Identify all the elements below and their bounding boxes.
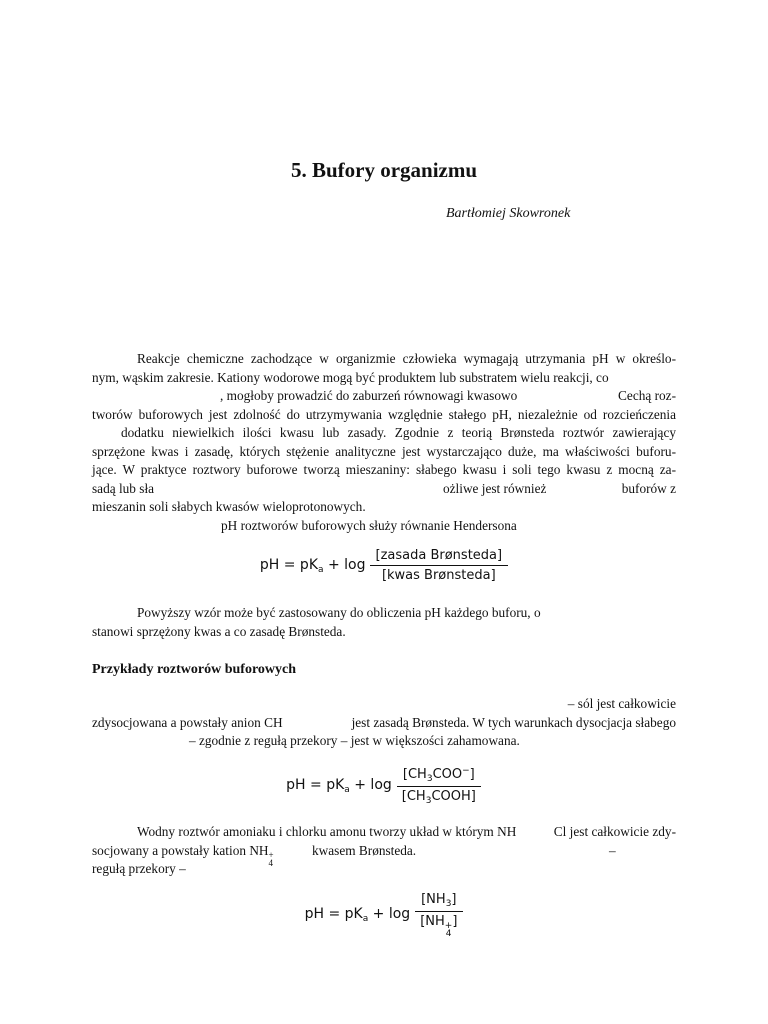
text-fragment: sadą lub sła xyxy=(92,480,155,496)
text-line xyxy=(92,842,676,868)
equation-numerator: $[NH_3]$ xyxy=(415,892,462,912)
text-line xyxy=(92,714,676,733)
equation-numerator: [zasada Brønsteda] xyxy=(370,548,509,566)
page-title: 5. Bufory organizmu xyxy=(290,158,478,182)
text-line xyxy=(92,387,676,406)
text-line: mieszanin soli słabych kwasów wieloprotonowych. xyxy=(92,499,366,514)
text-fragment: jest zasadą Brønsteda. W tych warunkach dysocjacja słabego xyxy=(351,714,676,730)
acetate-equation xyxy=(0,766,768,806)
text-fragment: , mogłoby prowadzić do zaburzeń równowagi kwasowo xyxy=(220,388,518,403)
formula-usage-paragraph xyxy=(92,604,676,641)
text-line: Powyższy wzór może być zastosowany do obliczenia pH każdego buforu, o xyxy=(137,605,541,620)
text-fragment: Wodny roztwór amoniaku i chlorku amonu tworzy układ w którym NH xyxy=(137,824,517,839)
text-line: Reakcje chemiczne zachodzące w organizmie człowieka wymagają utrzymania pH w określo- xyxy=(137,351,676,366)
equation-denominator: [kwas Brønsteda] xyxy=(381,568,496,583)
text-line: stanowi sprzężony kwas a co zasadę Brønsteda. xyxy=(92,623,346,639)
acetate-buffer-paragraph xyxy=(92,695,676,751)
text-line: – sól jest całkowicie xyxy=(567,696,676,711)
text-fragment: buforów z xyxy=(621,480,676,496)
text-line: pH roztworów buforowych służy równanie Hendersona xyxy=(221,517,517,533)
equation-lhs: pH = $pK_a + \log$ xyxy=(259,556,366,575)
intro-paragraph xyxy=(92,350,676,535)
text-line xyxy=(92,480,676,499)
text-line: regułą przekory – xyxy=(92,861,186,876)
text-line: – zgodnie z regułą przekory – jest w większości zahamowana. xyxy=(189,733,520,748)
text-fragment: zdysocjowana a powstały anion CH xyxy=(92,714,283,730)
text-fragment: socjowany a powstały kation NH + 4 xyxy=(92,842,274,868)
section-heading: Przykłady roztworów buforowych xyxy=(92,662,297,677)
equation-numerator: $[CH_3COO^-]$ xyxy=(397,766,481,787)
text-line: nym, wąskim zakresie. Kationy wodorowe mogą być produktem lub substratem wielu reakcji, co xyxy=(92,369,609,385)
ammonia-buffer-paragraph xyxy=(92,823,676,879)
equation-denominator: $[CH_3COOH]$ xyxy=(401,789,476,806)
equation-lhs: pH = $pK_a + \log$ xyxy=(304,906,411,924)
text-fragment: Cechą roz- xyxy=(618,388,676,403)
text-line xyxy=(92,823,676,842)
text-fragment: kwasem Brønsteda. xyxy=(312,842,417,858)
text-line: sprzężone kwas i zasadę, których stężenie analityczne jest wystarczająco duże, ma właściwości buforu- xyxy=(92,443,676,459)
author-name: Bartłomiej Skowronek xyxy=(446,206,571,221)
equation-denominator: [NH + 4 ] xyxy=(420,914,458,939)
text-line: tworów buforowych jest zdolność do utrzymywania względnie stałego pH, niezależnie od rozcieńczenia xyxy=(92,406,676,422)
text-line: dodatku niewielkich ilości kwasu lub zasady. Zgodnie z teorią Brønsteda roztwór zawierający xyxy=(121,425,676,440)
text-line: jące. W praktyce roztwory buforowe tworzą mieszaniny: słabego kwasu i soli tego kwasu z mocną za- xyxy=(92,462,676,477)
text-fragment: ożliwe jest również xyxy=(443,480,547,496)
equation-lhs: pH = $pK_a + \log$ xyxy=(286,777,392,795)
henderson-equation xyxy=(0,548,768,583)
text-fragment: Cl jest całkowicie zdy- xyxy=(553,824,676,839)
text-fragment: – xyxy=(609,842,616,858)
ammonia-equation xyxy=(0,892,768,938)
